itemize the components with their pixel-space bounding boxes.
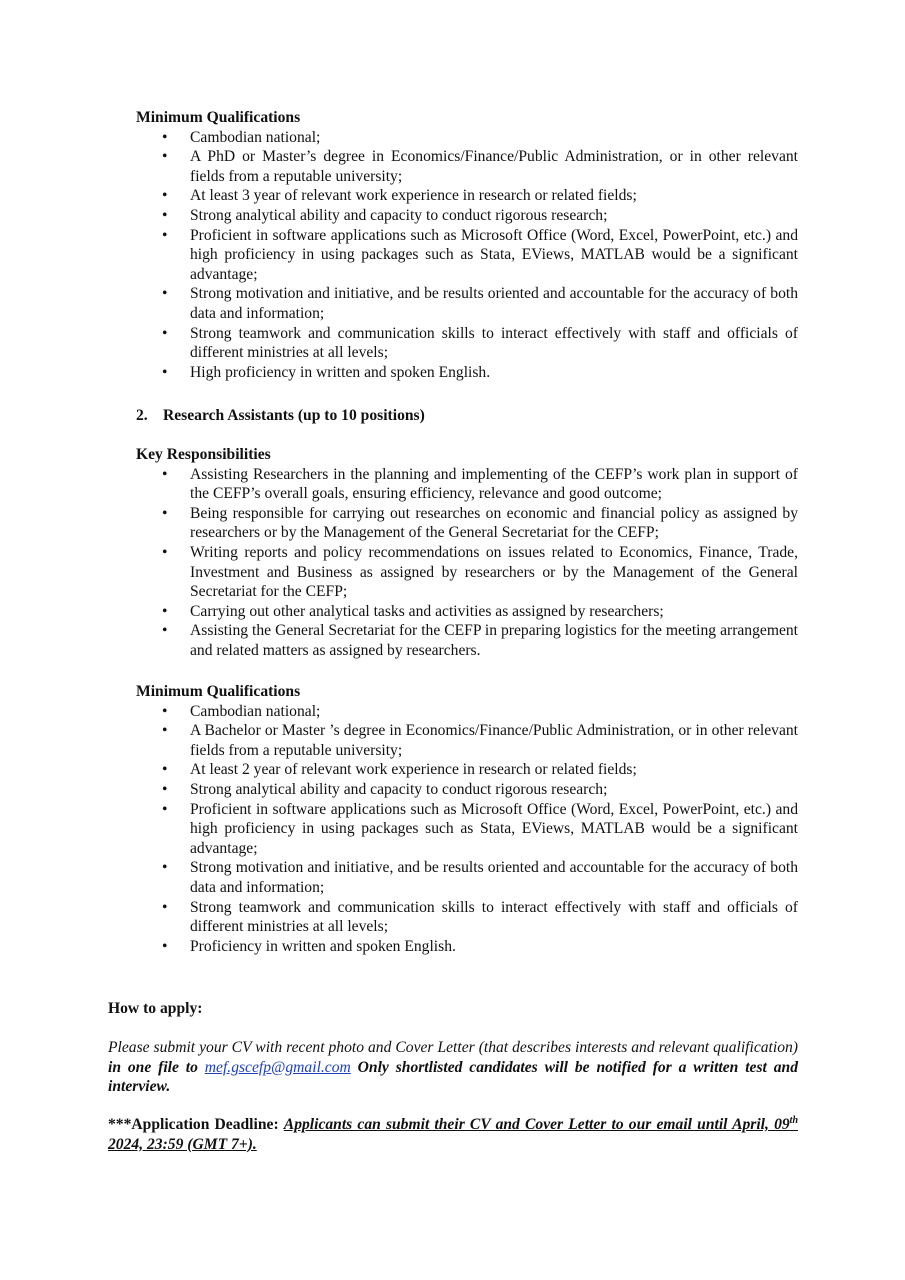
list-item: • At least 2 year of relevant work experience in research or related fields;	[136, 760, 798, 780]
list-item: • At least 3 year of relevant work experience in research or related fields;	[136, 186, 798, 206]
list-item: • Proficiency in written and spoken English.	[136, 937, 798, 957]
deadline-label: ***Application Deadline:	[108, 1116, 284, 1133]
how-to-apply	[108, 999, 798, 1019]
section-number: 2.	[136, 407, 148, 424]
apply-heading: How to apply:	[108, 1000, 203, 1017]
list-item: • Proficient in software applications such as Microsoft Office (Word, Excel, PowerPoint, etc.) and high proficiency in using packages such as Stata, EViews, MATLAB would be a significant advantage;	[136, 226, 798, 285]
list-item: • High proficiency in written and spoken English.	[136, 363, 798, 383]
list-item: • Strong analytical ability and capacity to conduct rigorous research;	[136, 780, 798, 800]
list-item: • Proficient in software applications such as Microsoft Office (Word, Excel, PowerPoint, etc.) and high proficiency in using packages such as Stata, EViews, MATLAB would be a significant advantage;	[136, 800, 798, 859]
apply-text: Please submit your CV with recent photo and Cover Letter (that describes interests and relevant qualification)	[108, 1039, 798, 1056]
assistant-qualifications	[136, 682, 798, 956]
date-suffix: th	[789, 1114, 799, 1126]
list-item: • Strong motivation and initiative, and be results oriented and accountable for the accuracy of both data and information;	[136, 284, 798, 323]
list-item: • Cambodian national;	[136, 128, 798, 148]
qualifications-list	[136, 702, 798, 957]
deadline-text-b: 2024, 23:59 (GMT 7+).	[108, 1135, 257, 1153]
shortlist-note: Only shortlisted candidates will be notified for a written test and interview.	[108, 1058, 798, 1096]
list-item: • A Bachelor or Master ’s degree in Economics/Finance/Public Administration, or in other relevant fields from a reputable university;	[136, 721, 798, 760]
responsibilities-heading: Key Responsibilities	[136, 446, 271, 463]
list-item: • Carrying out other analytical tasks and activities as assigned by researchers;	[136, 602, 798, 622]
list-item: • A PhD or Master’s degree in Economics/Finance/Public Administration, or in other relevant fields from a reputable university;	[136, 147, 798, 186]
list-item: • Strong teamwork and communication skills to interact effectively with staff and officials of different ministries at all levels;	[136, 324, 798, 363]
qualifications-heading: Minimum Qualifications	[136, 683, 301, 700]
list-item: • Strong teamwork and communication skills to interact effectively with staff and officials of different ministries at all levels;	[136, 898, 798, 937]
section-title	[136, 406, 798, 426]
apply-text-bold: in one file to	[108, 1058, 205, 1076]
apply-instructions	[108, 1038, 798, 1097]
list-item: • Strong motivation and initiative, and be results oriented and accountable for the accuracy of both data and information;	[136, 858, 798, 897]
qualifications-heading: Minimum Qualifications	[136, 109, 301, 126]
deadline-text-a: Applicants can submit their CV and Cover Letter to our email until April, 09	[283, 1116, 790, 1133]
list-item: • Cambodian national;	[136, 702, 798, 722]
researcher-qualifications	[136, 108, 798, 382]
list-item: • Assisting Researchers in the planning and implementing of the CEFP’s work plan in support of the CEFP’s overall goals, ensuring efficiency, relevance and good outcome;	[136, 465, 798, 504]
list-item: • Writing reports and policy recommendations on issues related to Economics, Finance, Trade, Investment and Business as assigned by researchers or by the Management of the General Secretariat for the CEFP;	[136, 543, 798, 602]
list-item: • Strong analytical ability and capacity to conduct rigorous research;	[136, 206, 798, 226]
section-title-text: Research Assistants (up to 10 positions)	[163, 407, 425, 424]
key-responsibilities	[136, 445, 798, 661]
application-deadline	[108, 1115, 798, 1154]
list-item: • Assisting the General Secretariat for the CEFP in preparing logistics for the meeting arrangement and related matters as assigned by researchers.	[136, 621, 798, 660]
list-item: • Being responsible for carrying out researches on economic and financial policy as assigned by researchers or by the Management of the General Secretariat for the CEFP;	[136, 504, 798, 543]
responsibilities-list	[136, 465, 798, 661]
email-link[interactable]: mef.gscefp@gmail.com	[204, 1058, 351, 1076]
qualifications-list	[136, 128, 798, 383]
